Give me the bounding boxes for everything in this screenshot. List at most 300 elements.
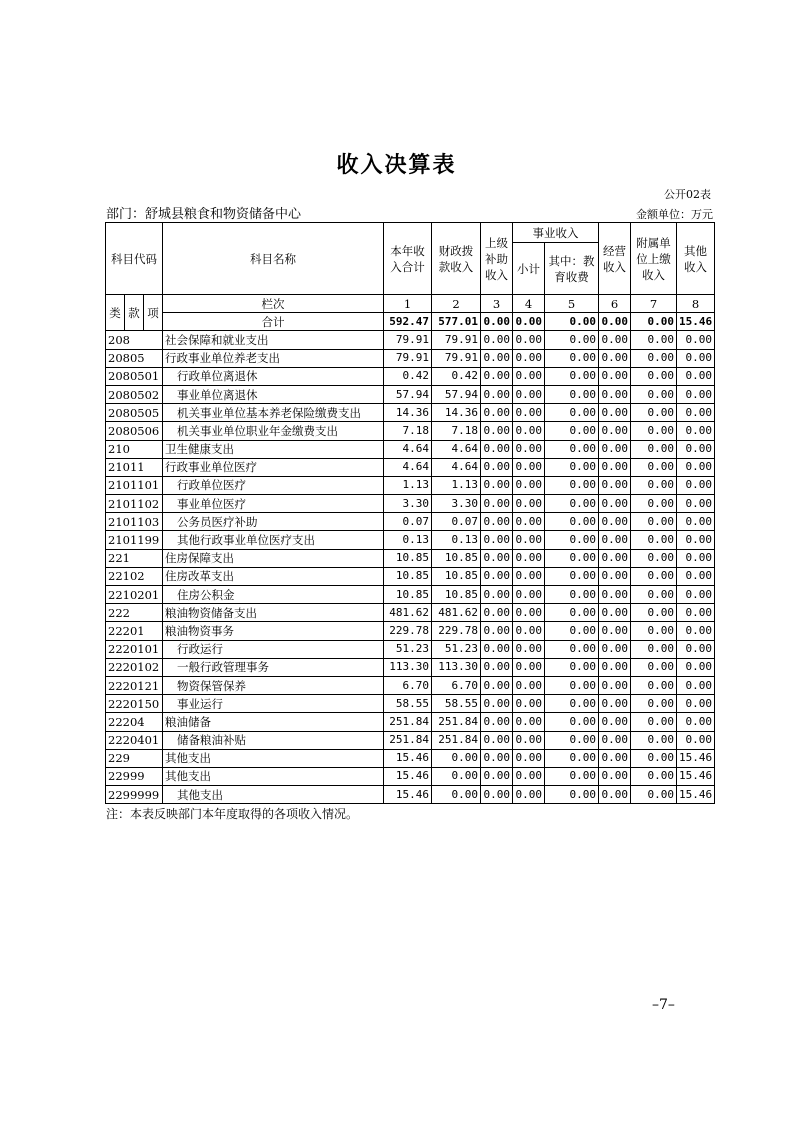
subject-name: 住房公积金 [163,586,384,604]
department-label: 部门：舒城县粮食和物资储备中心 [106,207,302,222]
amount-cell: 0.00 [677,676,715,694]
amount-cell: 15.46 [677,749,715,767]
amount-cell: 0.00 [631,786,677,804]
amount-cell: 0.00 [513,495,545,513]
amount-cell: 0.00 [481,513,513,531]
amount-cell: 0.00 [677,640,715,658]
subject-name: 事业单位医疗 [163,495,384,513]
amount-cell: 0.00 [631,458,677,476]
amount-cell: 0.00 [631,531,677,549]
amount-cell: 0.00 [481,440,513,458]
table-row [106,422,715,440]
amount-cell: 0.00 [677,531,715,549]
amount-cell: 0.00 [545,586,599,604]
header-operating: 经营收入 [599,223,631,295]
subject-name: 其他支出 [163,767,384,785]
amount-cell: 0.00 [599,476,631,494]
sum-row [106,313,715,331]
amount-cell: 0.00 [545,767,599,785]
amount-cell: 1.13 [432,476,481,494]
amount-cell: 0.00 [631,404,677,422]
amount-cell: 0.00 [677,513,715,531]
amount-cell: 0.00 [599,786,631,804]
amount-cell: 0.00 [513,604,545,622]
subject-code: 222 [106,604,163,622]
amount-cell: 0.00 [631,385,677,403]
amount-cell: 0.00 [545,385,599,403]
subject-name: 其他支出 [163,749,384,767]
amount-cell: 0.00 [677,622,715,640]
amount-cell: 0.00 [599,567,631,585]
amount-cell: 0.00 [513,586,545,604]
amount-cell: 0.00 [599,422,631,440]
amount-cell: 57.94 [384,385,432,403]
subject-code: 2220121 [106,676,163,694]
subject-code: 2080502 [106,385,163,403]
amount-cell: 0.00 [481,349,513,367]
amount-cell: 0.00 [545,676,599,694]
amount-cell: 14.36 [432,404,481,422]
amount-cell: 10.85 [432,586,481,604]
subject-code: 22204 [106,713,163,731]
table-row [106,604,715,622]
header-xiang: 项 [144,295,163,331]
amount-cell: 6.70 [384,676,432,694]
amount-cell: 0.00 [513,531,545,549]
subject-code: 2080501 [106,367,163,385]
amount-cell: 0.00 [432,749,481,767]
amount-cell: 0.00 [677,495,715,513]
amount-cell: 79.91 [432,349,481,367]
header-edu: 其中：教育收费 [545,243,599,295]
amount-cell: 0.00 [432,767,481,785]
amount-cell: 15.46 [677,767,715,785]
table-row [106,749,715,767]
amount-cell: 0.00 [513,404,545,422]
amount-cell: 0.00 [631,676,677,694]
subject-name: 粮油储备 [163,713,384,731]
amount-cell: 15.46 [384,767,432,785]
amount-cell: 0.00 [631,604,677,622]
col-number: 3 [481,295,513,313]
subject-name: 社会保障和就业支出 [163,331,384,349]
amount-cell: 0.00 [545,458,599,476]
header-column-no: 栏次 [163,295,384,313]
subject-code: 2220102 [106,658,163,676]
amount-cell: 0.00 [545,549,599,567]
amount-cell: 0.00 [513,640,545,658]
amount-cell: 0.00 [631,767,677,785]
table-row [106,331,715,349]
amount-cell: 79.91 [432,331,481,349]
amount-cell: 251.84 [384,713,432,731]
amount-cell: 0.00 [545,331,599,349]
header-name: 科目名称 [163,223,384,295]
amount-cell: 10.85 [432,549,481,567]
amount-cell: 481.62 [384,604,432,622]
amount-cell: 10.85 [384,549,432,567]
amount-cell: 0.00 [631,622,677,640]
amount-cell: 10.85 [384,586,432,604]
amount-cell: 0.42 [432,367,481,385]
amount-cell: 0.00 [481,385,513,403]
table-row [106,676,715,694]
amount-cell: 0.00 [481,622,513,640]
amount-cell: 0.00 [513,767,545,785]
amount-cell: 0.00 [631,422,677,440]
subject-code: 2220101 [106,640,163,658]
subject-name: 行政单位医疗 [163,476,384,494]
amount-cell: 0.00 [481,422,513,440]
page-title: 收入决算表 [336,152,457,178]
amount-cell: 0.00 [599,676,631,694]
amount-cell: 0.00 [677,367,715,385]
page-number: –7– [652,997,675,1013]
table-row [106,458,715,476]
table-row [106,786,715,804]
amount-cell: 0.00 [631,695,677,713]
subject-name: 行政事业单位养老支出 [163,349,384,367]
amount-cell: 0.00 [631,549,677,567]
amount-cell: 0.00 [677,458,715,476]
amount-cell: 0.00 [481,658,513,676]
amount-cell: 0.00 [481,495,513,513]
amount-cell: 0.00 [481,676,513,694]
amount-cell: 0.13 [432,531,481,549]
amount-cell: 0.07 [432,513,481,531]
amount-cell: 0.00 [599,731,631,749]
table-row [106,731,715,749]
sum-cell: 0.00 [481,313,513,331]
amount-cell: 58.55 [384,695,432,713]
amount-cell: 0.00 [631,367,677,385]
amount-cell: 0.00 [513,786,545,804]
sum-cell: 0.00 [599,313,631,331]
amount-cell: 0.00 [545,531,599,549]
amount-cell: 0.00 [513,567,545,585]
subject-code: 2080506 [106,422,163,440]
amount-cell: 0.00 [513,440,545,458]
amount-cell: 481.62 [432,604,481,622]
col-number: 7 [631,295,677,313]
subject-code: 221 [106,549,163,567]
amount-cell: 0.00 [599,531,631,549]
amount-cell: 0.00 [432,786,481,804]
amount-cell: 0.00 [677,604,715,622]
amount-cell: 0.00 [677,567,715,585]
header-fiscal: 财政拨款收入 [432,223,481,295]
amount-cell: 0.00 [599,604,631,622]
table-row [106,695,715,713]
amount-cell: 4.64 [384,440,432,458]
subject-code: 22201 [106,622,163,640]
sum-cell: 577.01 [432,313,481,331]
amount-cell: 0.00 [545,749,599,767]
subject-code: 2101102 [106,495,163,513]
amount-cell: 113.30 [384,658,432,676]
table-row [106,404,715,422]
subject-name: 事业运行 [163,695,384,713]
amount-cell: 7.18 [432,422,481,440]
income-table [105,222,715,804]
amount-cell: 3.30 [384,495,432,513]
subject-name: 其他行政事业单位医疗支出 [163,531,384,549]
amount-cell: 0.00 [545,695,599,713]
subject-code: 2220150 [106,695,163,713]
amount-cell: 0.00 [513,731,545,749]
amount-cell: 0.00 [513,476,545,494]
amount-cell: 10.85 [384,567,432,585]
subject-code: 2220401 [106,731,163,749]
header-other: 其他收入 [677,223,715,295]
amount-cell: 0.00 [481,549,513,567]
header-lei: 类 [106,295,125,331]
amount-cell: 0.00 [677,476,715,494]
table-row [106,349,715,367]
amount-cell: 15.46 [384,786,432,804]
amount-cell: 0.00 [631,749,677,767]
header-superior: 上级补助收入 [481,223,513,295]
amount-cell: 0.00 [513,349,545,367]
header-kuan: 款 [125,295,144,331]
amount-cell: 0.00 [513,331,545,349]
amount-cell: 0.00 [513,658,545,676]
amount-cell: 0.00 [599,331,631,349]
subject-code: 2080505 [106,404,163,422]
table-row [106,767,715,785]
amount-cell: 0.00 [481,367,513,385]
amount-cell: 0.00 [631,713,677,731]
amount-cell: 0.00 [599,385,631,403]
amount-cell: 0.00 [481,695,513,713]
amount-cell: 4.64 [432,458,481,476]
subject-code: 2299999 [106,786,163,804]
subject-name: 行政运行 [163,640,384,658]
amount-cell: 229.78 [384,622,432,640]
amount-cell: 0.00 [631,658,677,676]
subject-code: 210 [106,440,163,458]
amount-cell: 0.00 [513,367,545,385]
header-business-group: 事业收入 [513,223,599,243]
subject-name: 卫生健康支出 [163,440,384,458]
amount-cell: 0.00 [545,622,599,640]
table-row [106,476,715,494]
amount-cell: 0.00 [599,440,631,458]
amount-cell: 0.00 [599,549,631,567]
data-rows [106,331,715,804]
amount-cell: 3.30 [432,495,481,513]
amount-cell: 0.00 [481,476,513,494]
amount-cell: 57.94 [432,385,481,403]
amount-cell: 0.07 [384,513,432,531]
amount-cell: 0.00 [545,731,599,749]
subject-code: 229 [106,749,163,767]
col-number: 1 [384,295,432,313]
amount-cell: 0.00 [631,331,677,349]
sum-cell: 15.46 [677,313,715,331]
amount-cell: 0.00 [513,622,545,640]
amount-cell: 0.00 [481,404,513,422]
col-number: 2 [432,295,481,313]
amount-cell: 0.00 [481,331,513,349]
amount-cell: 0.00 [481,767,513,785]
amount-cell: 0.00 [677,349,715,367]
amount-cell: 251.84 [384,731,432,749]
subject-code: 20805 [106,349,163,367]
amount-cell: 0.00 [545,404,599,422]
subject-name: 储备粮油补贴 [163,731,384,749]
amount-cell: 58.55 [432,695,481,713]
table-row [106,586,715,604]
subject-name: 行政事业单位医疗 [163,458,384,476]
amount-cell: 0.00 [677,731,715,749]
subject-code: 22102 [106,567,163,585]
subject-name: 粮油物资事务 [163,622,384,640]
subject-name: 行政单位离退休 [163,367,384,385]
sum-cell: 0.00 [513,313,545,331]
amount-cell: 1.13 [384,476,432,494]
sum-cell: 0.00 [545,313,599,331]
amount-cell: 0.00 [513,385,545,403]
amount-cell: 0.00 [631,440,677,458]
amount-cell: 0.00 [599,640,631,658]
amount-cell: 0.00 [677,404,715,422]
subject-code: 2101199 [106,531,163,549]
amount-cell: 0.00 [599,622,631,640]
amount-cell: 0.00 [481,586,513,604]
amount-cell: 0.00 [513,713,545,731]
amount-cell: 0.00 [545,367,599,385]
amount-cell: 0.00 [599,495,631,513]
subject-name: 粮油物资储备支出 [163,604,384,622]
amount-cell: 0.00 [599,713,631,731]
amount-cell: 14.36 [384,404,432,422]
amount-cell: 0.42 [384,367,432,385]
subject-name: 一般行政管理事务 [163,658,384,676]
subject-code: 2101101 [106,476,163,494]
amount-cell: 51.23 [384,640,432,658]
amount-cell: 0.00 [545,476,599,494]
amount-cell: 113.30 [432,658,481,676]
col-number: 6 [599,295,631,313]
amount-cell: 4.64 [384,458,432,476]
amount-cell: 0.00 [481,458,513,476]
amount-cell: 10.85 [432,567,481,585]
amount-cell: 0.00 [631,495,677,513]
form-number: 公开02表 [664,188,711,201]
amount-cell: 0.00 [545,495,599,513]
amount-cell: 0.00 [481,731,513,749]
subject-name: 物资保管保养 [163,676,384,694]
amount-cell: 7.18 [384,422,432,440]
amount-cell: 79.91 [384,331,432,349]
amount-cell: 0.00 [631,586,677,604]
amount-cell: 4.64 [432,440,481,458]
amount-cell: 0.00 [599,586,631,604]
sum-cell: 592.47 [384,313,432,331]
col-number: 8 [677,295,715,313]
amount-cell: 0.00 [545,658,599,676]
subject-name: 住房保障支出 [163,549,384,567]
col-number: 5 [545,295,599,313]
subject-name: 住房改革支出 [163,567,384,585]
amount-cell: 0.00 [481,786,513,804]
table-row [106,713,715,731]
subject-code: 21011 [106,458,163,476]
amount-cell: 0.00 [513,422,545,440]
amount-cell: 0.00 [513,676,545,694]
table-row [106,622,715,640]
subject-code: 208 [106,331,163,349]
amount-cell: 0.00 [677,422,715,440]
amount-cell: 0.00 [599,658,631,676]
table-row [106,658,715,676]
amount-cell: 0.00 [513,749,545,767]
amount-cell: 0.00 [677,440,715,458]
amount-cell: 0.00 [599,513,631,531]
header-total: 本年收入合计 [384,223,432,295]
table-row [106,385,715,403]
table-row [106,531,715,549]
amount-cell: 0.00 [631,513,677,531]
amount-cell: 0.00 [513,549,545,567]
amount-cell: 0.00 [677,586,715,604]
col-number: 4 [513,295,545,313]
amount-cell: 0.00 [545,713,599,731]
amount-cell: 0.00 [481,567,513,585]
table-note: 注：本表反映部门本年度取得的各项收入情况。 [106,807,359,821]
amount-cell: 0.00 [631,640,677,658]
amount-cell: 0.00 [513,513,545,531]
amount-cell: 0.00 [545,640,599,658]
amount-cell: 0.00 [481,531,513,549]
amount-cell: 0.00 [631,731,677,749]
amount-cell: 0.00 [677,713,715,731]
amount-cell: 51.23 [432,640,481,658]
subject-name: 事业单位离退休 [163,385,384,403]
sum-label: 合计 [163,313,384,331]
subject-code: 22999 [106,767,163,785]
amount-cell: 0.00 [545,349,599,367]
amount-cell: 0.00 [599,767,631,785]
amount-cell: 0.00 [599,695,631,713]
subject-name: 公务员医疗补助 [163,513,384,531]
table-row [106,567,715,585]
amount-cell: 0.00 [545,422,599,440]
amount-cell: 251.84 [432,731,481,749]
table-row [106,549,715,567]
amount-cell: 0.00 [631,349,677,367]
amount-unit: 金额单位：万元 [636,208,713,221]
amount-cell: 0.00 [545,567,599,585]
amount-cell: 0.00 [599,367,631,385]
sum-cell: 0.00 [631,313,677,331]
table-row [106,640,715,658]
amount-cell: 15.46 [677,786,715,804]
amount-cell: 0.00 [599,749,631,767]
table-row [106,440,715,458]
header-affiliated: 附属单位上缴收入 [631,223,677,295]
amount-cell: 0.00 [513,695,545,713]
amount-cell: 0.00 [545,440,599,458]
amount-cell: 15.46 [384,749,432,767]
amount-cell: 6.70 [432,676,481,694]
amount-cell: 251.84 [432,713,481,731]
header-subtotal: 小计 [513,243,545,295]
amount-cell: 0.00 [599,458,631,476]
amount-cell: 0.00 [481,713,513,731]
table-row [106,513,715,531]
